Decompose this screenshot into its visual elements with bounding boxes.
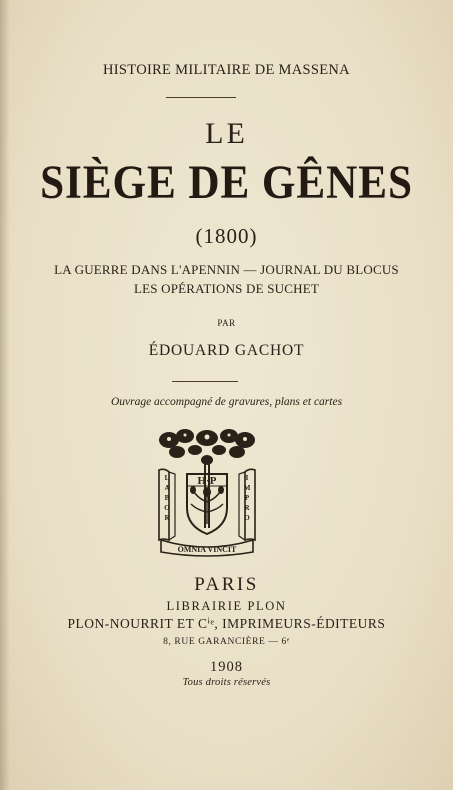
svg-text:R: R	[164, 514, 170, 522]
series-title: HISTOIRE MILITAIRE DE MASSENA	[103, 62, 350, 78]
main-title: SIÈGE DE GÊNES	[40, 156, 413, 209]
divider-rule	[172, 381, 238, 382]
author-name: ÉDOUARD GACHOT	[148, 342, 305, 359]
svg-text:M: M	[243, 484, 251, 492]
publication-year: 1908	[210, 659, 243, 675]
publisher-mark-icon	[155, 428, 259, 558]
svg-text:O: O	[164, 504, 170, 512]
svg-text:B: B	[164, 494, 170, 502]
publication-city: PARIS	[194, 574, 259, 595]
divider-rule	[166, 97, 236, 98]
publisher-name: LIBRAIRIE PLON	[166, 599, 287, 613]
rights-notice: Tous droits réservés	[182, 677, 271, 688]
title-year: (1800)	[195, 224, 258, 248]
svg-text:R: R	[244, 504, 250, 512]
illustration-note: Ouvrage accompagné de gravures, plans et cartes	[110, 396, 343, 408]
publisher-address: 8, RUE GARANCIÈRE — 6ᵉ	[163, 637, 290, 647]
svg-text:L: L	[164, 474, 170, 482]
printers-line: PLON-NOURRIT ET Cⁱᵉ, IMPRIMEURS-ÉDITEURS	[67, 616, 386, 631]
svg-text:H·P: H·P	[197, 475, 217, 487]
title-article: LE	[205, 117, 248, 150]
subtitle-line-2: LES OPÉRATIONS DE SUCHET	[133, 281, 319, 296]
svg-text:OMNIA VINCIT: OMNIA VINCIT	[177, 545, 237, 554]
subtitle-line-1: LA GUERRE DANS L'APENNIN — JOURNAL DU BLOCUS	[54, 262, 399, 277]
svg-text:I: I	[245, 474, 249, 482]
svg-text:A: A	[164, 484, 170, 492]
svg-text:O: O	[244, 514, 250, 522]
by-label: PAR	[217, 318, 236, 328]
svg-text:P: P	[244, 494, 250, 502]
